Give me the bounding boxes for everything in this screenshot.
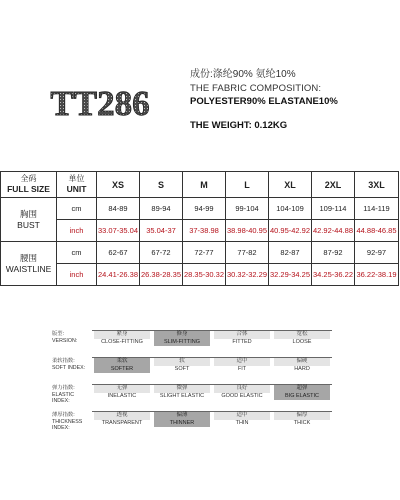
- value-cell: 109-114: [312, 198, 355, 220]
- attribute-option: [272, 330, 332, 346]
- value-cell: 34.25-36.22: [312, 264, 355, 286]
- attribute-row: [52, 384, 332, 410]
- attribute-label-zh: 柔软指数:: [52, 358, 75, 364]
- logo-text: TT286: [50, 84, 150, 123]
- option-en: INELASTIC: [94, 393, 150, 401]
- size-header-m: M: [183, 172, 226, 198]
- attribute-option-selected: [152, 330, 212, 346]
- value-cell: 62-67: [97, 242, 140, 264]
- option-en: THIN: [214, 420, 270, 428]
- size-header-l: L: [226, 172, 269, 198]
- option-zh: 偏薄: [154, 412, 210, 420]
- option-zh: 软: [154, 358, 210, 366]
- option-zh: 柔软: [94, 358, 150, 366]
- option-zh: 无弹: [94, 385, 150, 393]
- composition-value: POLYESTER90% ELASTANE10%: [190, 96, 338, 107]
- attribute-label: [52, 384, 92, 405]
- value-cell: 72-77: [183, 242, 226, 264]
- option-zh: 微弹: [154, 385, 210, 393]
- value-cell: 38.98-40.95: [226, 220, 269, 242]
- attribute-label: [52, 411, 92, 432]
- fabric-attributes: [52, 330, 332, 438]
- value-cell: 42.92-44.88: [312, 220, 355, 242]
- attribute-options: [92, 384, 332, 400]
- option-en: FIT: [214, 366, 270, 374]
- value-cell: 67-72: [140, 242, 183, 264]
- size-header-3xl: 3XL: [355, 172, 399, 198]
- option-zh: 超弹: [274, 385, 330, 393]
- attribute-options: [92, 330, 332, 346]
- value-cell: 35.04-37: [140, 220, 183, 242]
- value-cell: 82-87: [269, 242, 312, 264]
- header-name-cell: [1, 172, 57, 198]
- option-en: THICK: [274, 420, 330, 428]
- value-cell: 28.35-30.32: [183, 264, 226, 286]
- option-en: FITTED: [214, 339, 270, 347]
- option-zh: 适中: [214, 412, 270, 420]
- attribute-option: [212, 330, 272, 346]
- value-cell: 44.88-46.85: [355, 220, 399, 242]
- option-en: LOOSE: [274, 339, 330, 347]
- attribute-label-en: ELASTIC INDEX:: [52, 391, 75, 405]
- value-cell: 40.95-42.92: [269, 220, 312, 242]
- attribute-option: [272, 411, 332, 427]
- attribute-row: [52, 357, 332, 383]
- value-cell: 87-92: [312, 242, 355, 264]
- option-en: TRANSPARENT: [94, 420, 150, 428]
- option-en: GOOD ELASTIC: [214, 393, 270, 401]
- header-name-zh: 全码: [20, 174, 37, 183]
- table-row: [1, 198, 399, 220]
- value-cell: 99-104: [226, 198, 269, 220]
- attribute-row: [52, 330, 332, 356]
- attribute-label-zh: 弹力指数:: [52, 385, 75, 391]
- option-zh: 透视: [94, 412, 150, 420]
- value-cell: 92-97: [355, 242, 399, 264]
- value-cell: 30.32-32.29: [226, 264, 269, 286]
- option-en: BIG ELASTIC: [274, 393, 330, 401]
- value-cell: 36.22-38.19: [355, 264, 399, 286]
- attribute-option: [272, 357, 332, 373]
- attribute-label: [52, 330, 92, 344]
- value-cell: 26.38-28.35: [140, 264, 183, 286]
- value-cell: 94-99: [183, 198, 226, 220]
- composition-label: THE FABRIC COMPOSITION:: [190, 83, 322, 94]
- option-zh: 偏硬: [274, 358, 330, 366]
- value-cell: 114-119: [355, 198, 399, 220]
- value-cell: 32.29-34.25: [269, 264, 312, 286]
- header-name-en: FULL SIZE: [7, 184, 50, 194]
- size-header-s: S: [140, 172, 183, 198]
- option-en: THINNER: [154, 420, 210, 428]
- value-cell: 104-109: [269, 198, 312, 220]
- value-cell: 24.41-26.38: [97, 264, 140, 286]
- option-zh: 修身: [154, 331, 210, 339]
- value-cell: 37-38.98: [183, 220, 226, 242]
- size-table-body: [1, 198, 399, 286]
- measure-name-zh: 腰围: [19, 252, 37, 263]
- attribute-label-en: VERSION:: [52, 337, 78, 344]
- option-zh: 紧身: [94, 331, 150, 339]
- attribute-row: [52, 411, 332, 437]
- attribute-option-selected: [152, 411, 212, 427]
- value-cell: 84-89: [97, 198, 140, 220]
- table-row: [1, 242, 399, 264]
- value-cell: 33.07-35.04: [97, 220, 140, 242]
- measure-name-zh: 胸围: [19, 208, 37, 219]
- attribute-options: [92, 357, 332, 373]
- table-row: [1, 264, 399, 286]
- option-zh: 良好: [214, 385, 270, 393]
- value-cell: 89-94: [140, 198, 183, 220]
- attribute-option: [212, 384, 272, 400]
- header-unit-cell: [57, 172, 97, 198]
- attribute-label-en: SOFT INDEX:: [52, 364, 86, 371]
- attribute-option: [152, 384, 212, 400]
- attribute-label: [52, 357, 92, 371]
- size-header-2xl: 2XL: [312, 172, 355, 198]
- attribute-option-selected: [272, 384, 332, 400]
- size-header-xs: XS: [97, 172, 140, 198]
- measure-name-en: BUST: [17, 219, 40, 230]
- attribute-label-zh: 版型:: [52, 331, 65, 337]
- logo-graphic: [44, 80, 156, 124]
- attribute-option: [92, 411, 152, 427]
- measure-name-cell: [1, 242, 57, 286]
- unit-cell: cm: [57, 242, 97, 264]
- fabric-weight: THE WEIGHT: 0.12KG: [190, 120, 288, 131]
- measure-name-cell: [1, 198, 57, 242]
- header-unit-en: UNIT: [66, 184, 87, 194]
- measure-name-en: WAISTLINE: [5, 263, 52, 274]
- composition-zh: 成份:涤纶90% 氨纶10%: [190, 69, 296, 80]
- attribute-label-en: THICKNESS INDEX:: [52, 418, 83, 432]
- brand-logo: [44, 80, 156, 124]
- option-en: CLOSE-FITTING: [94, 339, 150, 347]
- size-table-header: [1, 172, 399, 198]
- option-en: SLIGHT ELASTIC: [154, 393, 210, 401]
- attribute-option-selected: [92, 357, 152, 373]
- option-zh: 适中: [214, 358, 270, 366]
- attribute-option: [152, 357, 212, 373]
- option-en: SLIM-FITTING: [154, 339, 210, 347]
- table-row: [1, 220, 399, 242]
- value-cell: 77-82: [226, 242, 269, 264]
- option-zh: 偏厚: [274, 412, 330, 420]
- attribute-option: [212, 357, 272, 373]
- attribute-option: [92, 330, 152, 346]
- attribute-option: [212, 411, 272, 427]
- unit-cell: inch: [57, 264, 97, 286]
- fabric-composition: [190, 68, 398, 131]
- size-header-xl: XL: [269, 172, 312, 198]
- option-zh: 合体: [214, 331, 270, 339]
- option-zh: 宽松: [274, 331, 330, 339]
- option-en: SOFTER: [94, 366, 150, 374]
- attribute-option: [92, 384, 152, 400]
- attribute-label-zh: 薄厚指数:: [52, 412, 75, 418]
- header-unit-zh: 单位: [68, 174, 85, 183]
- unit-cell: inch: [57, 220, 97, 242]
- option-en: SOFT: [154, 366, 210, 374]
- unit-cell: cm: [57, 198, 97, 220]
- size-table: [0, 171, 399, 286]
- option-en: HARD: [274, 366, 330, 374]
- attribute-options: [92, 411, 332, 427]
